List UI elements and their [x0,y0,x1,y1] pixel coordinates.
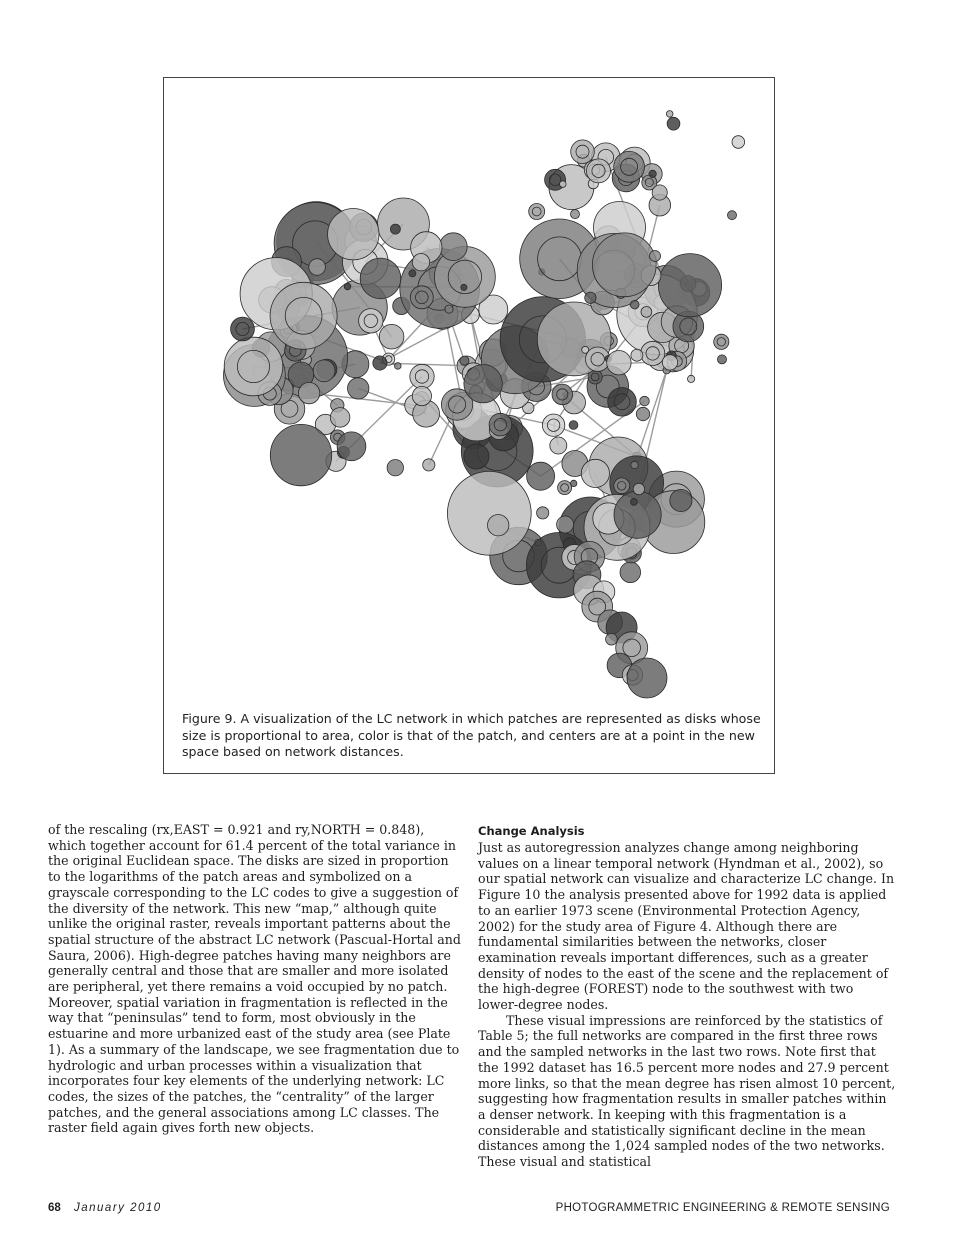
patch-disk [606,633,618,645]
section-heading: Change Analysis [478,824,585,838]
patch-disk [412,254,429,271]
patch-disk [390,224,400,234]
patch-disk [650,251,661,262]
patch-disk [631,349,643,361]
patch-disk [550,437,567,454]
patch-disk [649,170,656,177]
patch-disk [445,305,453,313]
patch-disk [410,364,434,388]
network-visualization [164,78,776,775]
patch-disk [714,334,729,349]
patch-disk [732,136,745,149]
patch-disk [557,516,574,533]
patch-disks [224,111,745,698]
patch-disk [464,365,502,403]
patch-disk [387,460,403,476]
patch-disk [641,307,652,318]
patch-disk [412,386,431,405]
patch-disk [688,375,695,382]
body-paragraph: Just as autoregression analyzes change among neighboring values on a linear temporal network (Hyndman et al., 2002), so our spatial network can visualize and characterize LC change. In Figure 10 the analysis presented above for 1992 data is applied to an earlier 1973 scene (Environmental Protection Agency, 2002) for the study area of Figure 4. Although there are fundamental similarities between the networks, closer examination reveals important differences, such as a greater density of nodes to the east of the scene and the replacement of the high-degree (FOREST) node to the southwest with two lower-degree nodes. [478,840,895,1013]
patch-disk [464,444,489,469]
patch-disk [667,117,680,130]
patch-disk [395,363,402,370]
patch-disk [571,480,577,486]
patch-disk [614,491,661,538]
patch-disk [614,478,630,494]
patch-disk [224,337,283,396]
page-footer-left [48,1202,162,1214]
patch-disk [344,283,351,290]
right-column [478,824,896,1170]
body-paragraph: These visual impressions are reinforced by the statistics of Table 5; the full networks are compared in the first three rows and the sampled networks in the last two rows. Note first that the 1992 dataset has 16.5 percent more nodes and 27.9 percent more links, so that the mean degree has risen almost 10 percent, suggesting how fragmentation results in smaller patches within a denser network. In keeping with this fragmentation is a considerable and statistically significant decline in the mean distances among the 1,024 sampled nodes of the two networks. These visual and statistical [478,1012,896,1170]
patch-disk [359,309,383,333]
patch-disk [587,159,611,183]
patch-disk [379,324,404,349]
figure-9 [163,77,775,774]
patch-disk [439,233,467,261]
patch-disk [569,421,578,430]
patch-disk [542,414,564,436]
patch-disk [608,388,637,417]
patch-disk [640,396,650,406]
patch-disk [337,432,366,461]
journal-name: PHOTOGRAMMETRIC ENGINEERING & REMOTE SENSING [555,1202,890,1214]
patch-disk [630,300,639,309]
patch-disk [552,384,573,405]
figure-caption: Figure 9. A visualization of the LC network in which patches are represented as disks whose size is proportional to area, color is that of the patch, and centers are at a point in the new space based on network distances. [182,711,761,759]
patch-disk [560,181,567,188]
issue-date: January 2010 [74,1202,162,1214]
patch-disk [636,407,649,420]
patch-disk [558,481,572,495]
patch-disk [298,382,319,403]
patch-disk [270,282,337,349]
patch-disk [607,351,631,375]
patch-disk [631,499,638,506]
patch-disk [328,209,379,260]
patch-disk [627,658,667,698]
patch-disk [571,210,580,219]
patch-disk [313,360,335,382]
patch-disk [460,356,469,365]
patch-disk [447,471,531,555]
body-paragraph: of the rescaling (rx,EAST = 0.921 and ry,NORTH = 0.848), which together account for 61.4 percent of the total variance in the original Euclidean space. The disks are sized in proportion to the logarithms of the patch areas and symbolized on a grayscale corresponding to the LC codes to give a suggestion of the diversity of the network. This new “map,” although quite unlike the original raster, reveals important patterns about the spatial structure of the abstract LC network (Pascual-Hortal and Saura, 2006). High-degree patches having many neighbors are generally central and those that are smaller and more isolated are peripheral, yet there remains a void occupied by no patch. Moreover, spatial variation in fragmentation is reflected in the way that “peninsulas” tend to form, most obviously in the estuarine and more urbanized east of the study area (see Plate 1). As a summary of the landscape, we see fragmentation due to hydrologic and urban processes within a visualization that incorporates four key elements of the underlying network: LC codes, the sizes of the patches, the “centrality” of the larger patches, and the general associations among LC classes. The raster field again gives forth new objects. [48,822,461,1136]
patch-disk [631,461,638,468]
patch-disk [488,515,509,536]
patch-disk [409,270,416,277]
patch-disk [662,355,677,370]
patch-disk [309,259,326,276]
patch-disk [360,258,401,299]
patch-disk [537,507,549,519]
patch-disk [614,151,645,182]
patch-disk [410,286,433,309]
patch-disk [728,211,737,220]
patch-disk [527,462,555,490]
patch-disk [461,284,467,290]
patch-disk [270,424,331,485]
patch-disk [348,378,369,399]
page-number: 68 [48,1202,61,1214]
patch-disk [592,233,656,297]
patch-disk [581,459,609,487]
patch-disk [585,292,596,303]
patch-disk [529,204,545,220]
patch-disk [641,341,665,365]
patch-disk [620,562,641,583]
patch-disk [633,483,644,494]
patch-disk [670,489,692,511]
patch-disk [489,413,512,436]
patch-disk [666,111,673,118]
patch-disk [652,185,667,200]
patch-disk [658,254,721,317]
patch-disk [571,140,595,164]
patch-disk [330,408,350,428]
patch-disk [423,459,435,471]
patch-disk [373,356,387,370]
patch-disk [718,355,727,364]
left-column [48,822,463,1136]
patch-disk [231,317,255,341]
